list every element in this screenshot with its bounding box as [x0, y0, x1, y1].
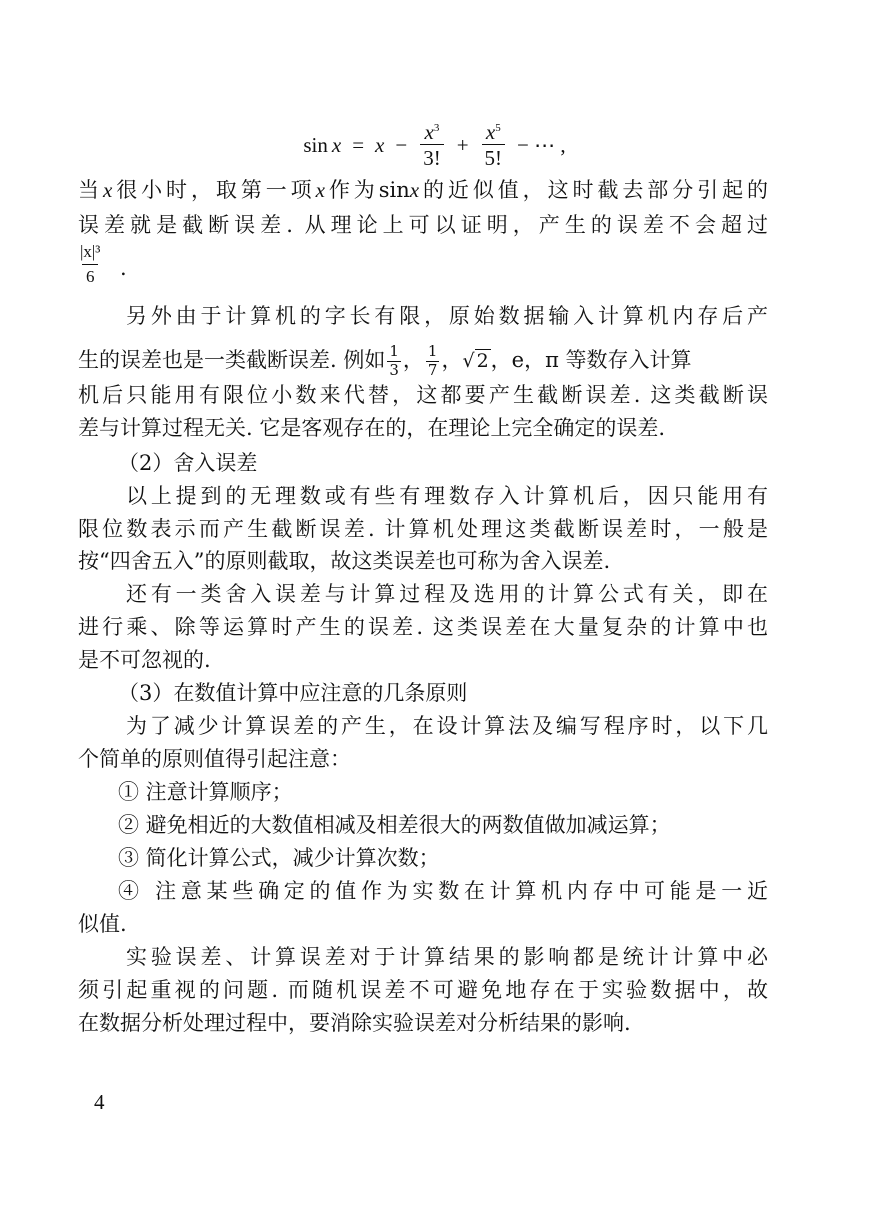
text-line-17: 须引起重视的问题. 而随机误差不可避免地存在于实验数据中，故 [78, 978, 768, 1002]
taylor-formula [0, 118, 869, 172]
text-line-11: 进行乘、除等运算时产生的误差. 这类误差在大量复杂的计算中也 [78, 615, 768, 639]
principle-1: ① 注意计算顺序； [118, 780, 293, 804]
text-line-10: 还有一类舍入误差与计算过程及选用的计算公式有关，即在 [126, 582, 768, 606]
formula-plus: + [456, 132, 469, 157]
text-line-16: 实验误差、计算误差对于计算结果的影响都是统计计算中必 [126, 945, 768, 969]
text-line-13: 为了减少计算误差的产生，在设计算法及编写程序时，以下几 [126, 714, 768, 738]
page-number: 4 [94, 1090, 105, 1114]
text-line-14: 个简单的原则值得引起注意： [78, 747, 351, 771]
text-line-4: 生的误差也是一类截断误差. 例如 $\frac{1}{3}$ ， $\frac{1}{7}$ ，√ 2，e，π 等数存入计算 [78, 338, 768, 382]
section-heading-2: （2）舍入误差 [118, 451, 258, 475]
text-line-1: 当x很小时，取第一项x作为sinx的近似值，这时截去部分引起的 [78, 178, 768, 202]
text-line-8: 限位数表示而产生截断误差. 计算机处理这类截断误差时，一般是 [78, 517, 768, 541]
text-line-9: 按“四舍五入”的原则截取，故这类误差也可称为舍入误差. [78, 549, 611, 573]
formula-tail: − ⋯ , [517, 132, 566, 157]
principle-2: ② 避免相近的大数值相减及相差很大的两数值做加减运算； [118, 813, 671, 837]
formula-sin: sin [303, 132, 328, 157]
principle-3: ③ 简化计算公式，减少计算次数； [118, 846, 440, 870]
section-heading-3: （3）在数值计算中应注意的几条原则 [118, 681, 468, 705]
formula-frac-x5: $\frac{x^5}{5!}$ [482, 121, 506, 169]
principle-4: ④ 注意某些确定的值作为实数在计算机内存中可能是一近 [118, 879, 768, 903]
text-line-7: 以上提到的无理数或有些有理数存入计算机后，因只能用有 [126, 484, 768, 508]
text-line-6: 差与计算过程无关. 它是客观存在的，在理论上完全确定的误差. [78, 416, 666, 440]
text-line-18: 在数据分析处理过程中，要消除实验误差对分析结果的影响. [78, 1011, 631, 1035]
formula-x-term: x [375, 132, 385, 157]
abs-x-fraction: $\frac{\text{|x|³}}{6}$ [80, 242, 101, 286]
formula-eq: = [352, 132, 365, 157]
formula-minus: − [395, 132, 408, 157]
text-line-3: 另外由于计算机的字长有限，原始数据输入计算机内存后产 [126, 304, 768, 328]
formula-x: x [331, 132, 342, 157]
fraction-one-third: $\frac{1}{3}$ [389, 342, 399, 379]
abs-fraction-period: . [120, 256, 127, 280]
fraction-one-seventh: $\frac{1}{7}$ [427, 342, 438, 379]
text-line-2: 误差就是截断误差. 从理论上可以证明，产生的误差不会超过 [78, 213, 768, 237]
text-line-5: 机后只能用有限位小数来代替，这都要产生截断误差. 这类截断误 [78, 383, 768, 407]
text-line-12: 是不可忽视的. [78, 648, 211, 672]
formula-frac-x3: $\frac{x^3}{3!}$ [420, 121, 444, 169]
sqrt-two: √ 2 [462, 350, 489, 372]
text-line-15: 似值. [78, 912, 127, 936]
